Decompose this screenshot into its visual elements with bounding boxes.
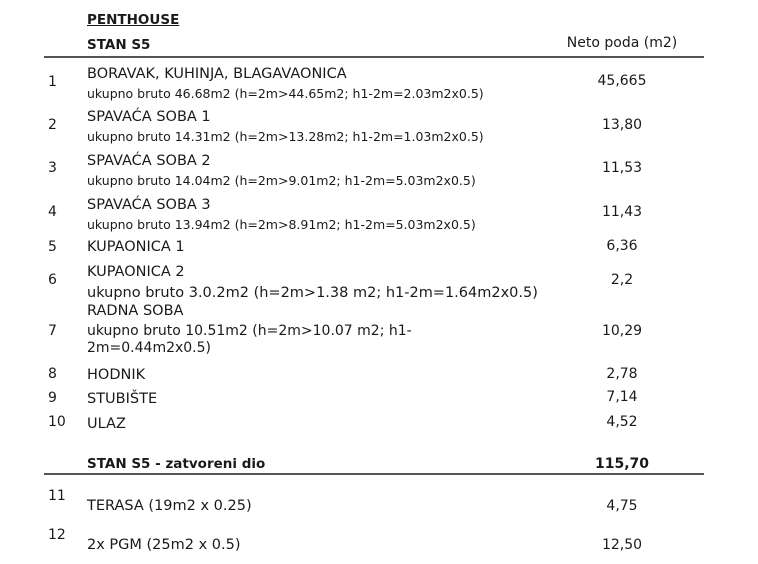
room-name: STUBIŠTE	[87, 391, 158, 407]
subtotal-rule	[44, 473, 704, 475]
room-name: SPAVAĆA SOBA 2	[87, 153, 211, 169]
room-name: SPAVAĆA SOBA 1	[87, 109, 211, 125]
header-rule	[44, 56, 704, 58]
room-detail: ukupno bruto 13.94m2 (h=2m>8.91m2; h1-2m=5.03m2x0.5)	[87, 217, 476, 232]
room-value: 6,36	[606, 238, 638, 254]
room-number: 7	[48, 323, 57, 339]
room-name: HODNIK	[87, 367, 146, 383]
room-number: 10	[48, 414, 66, 430]
room-name: RADNA SOBA	[87, 303, 184, 319]
room-value: 11,43	[601, 204, 643, 220]
room-value: 45,665	[597, 73, 647, 89]
room-name: KUPAONICA 1	[87, 239, 185, 255]
room-name: KUPAONICA 2	[87, 264, 185, 280]
unit-name: STAN S5	[87, 37, 151, 53]
room-name: SPAVAĆA SOBA 3	[87, 197, 211, 213]
room-number: 5	[48, 239, 57, 255]
room-value: 7,14	[606, 389, 638, 405]
room-name: BORAVAK, KUHINJA, BLAGAVAONICA	[87, 66, 347, 82]
extra-name: TERASA (19m2 x 0.25)	[87, 498, 252, 514]
extra-name: 2x PGM (25m2 x 0.5)	[87, 537, 241, 553]
room-number: 3	[48, 160, 57, 176]
extra-number: 12	[48, 527, 66, 543]
room-number: 9	[48, 390, 57, 406]
room-detail: ukupno bruto 10.51m2 (h=2m>10.07 m2; h1-2m=0.44m2x0.5)	[87, 323, 412, 356]
room-number: 1	[48, 74, 57, 90]
room-value: 2,78	[606, 366, 638, 382]
subtotal-value: 115,70	[594, 456, 650, 472]
room-number: 4	[48, 204, 57, 220]
room-number: 8	[48, 366, 57, 382]
room-value: 11,53	[601, 160, 643, 176]
extra-value: 4,75	[606, 498, 638, 514]
room-value: 13,80	[601, 117, 643, 133]
room-detail: ukupno bruto 3.0.2m2 (h=2m>1.38 m2; h1-2m=1.64m2x0.5)	[87, 285, 538, 301]
room-number: 2	[48, 117, 57, 133]
room-detail: ukupno bruto 14.31m2 (h=2m>13.28m2; h1-2m=1.03m2x0.5)	[87, 129, 484, 144]
room-value: 4,52	[606, 414, 638, 430]
extra-value: 12,50	[601, 537, 643, 553]
room-detail: ukupno bruto 46.68m2 (h=2m>44.65m2; h1-2m=2.03m2x0.5)	[87, 86, 484, 101]
room-value: 2,2	[610, 272, 634, 288]
extra-number: 11	[48, 488, 66, 504]
room-detail: ukupno bruto 14.04m2 (h=2m>9.01m2; h1-2m=5.03m2x0.5)	[87, 173, 476, 188]
page-title: PENTHOUSE	[87, 12, 180, 28]
subtotal-label: STAN S5 - zatvoreni dio	[87, 456, 266, 472]
room-name: ULAZ	[87, 416, 126, 432]
column-header: Neto poda (m2)	[566, 35, 678, 51]
room-number: 6	[48, 272, 57, 288]
room-value: 10,29	[601, 323, 643, 339]
